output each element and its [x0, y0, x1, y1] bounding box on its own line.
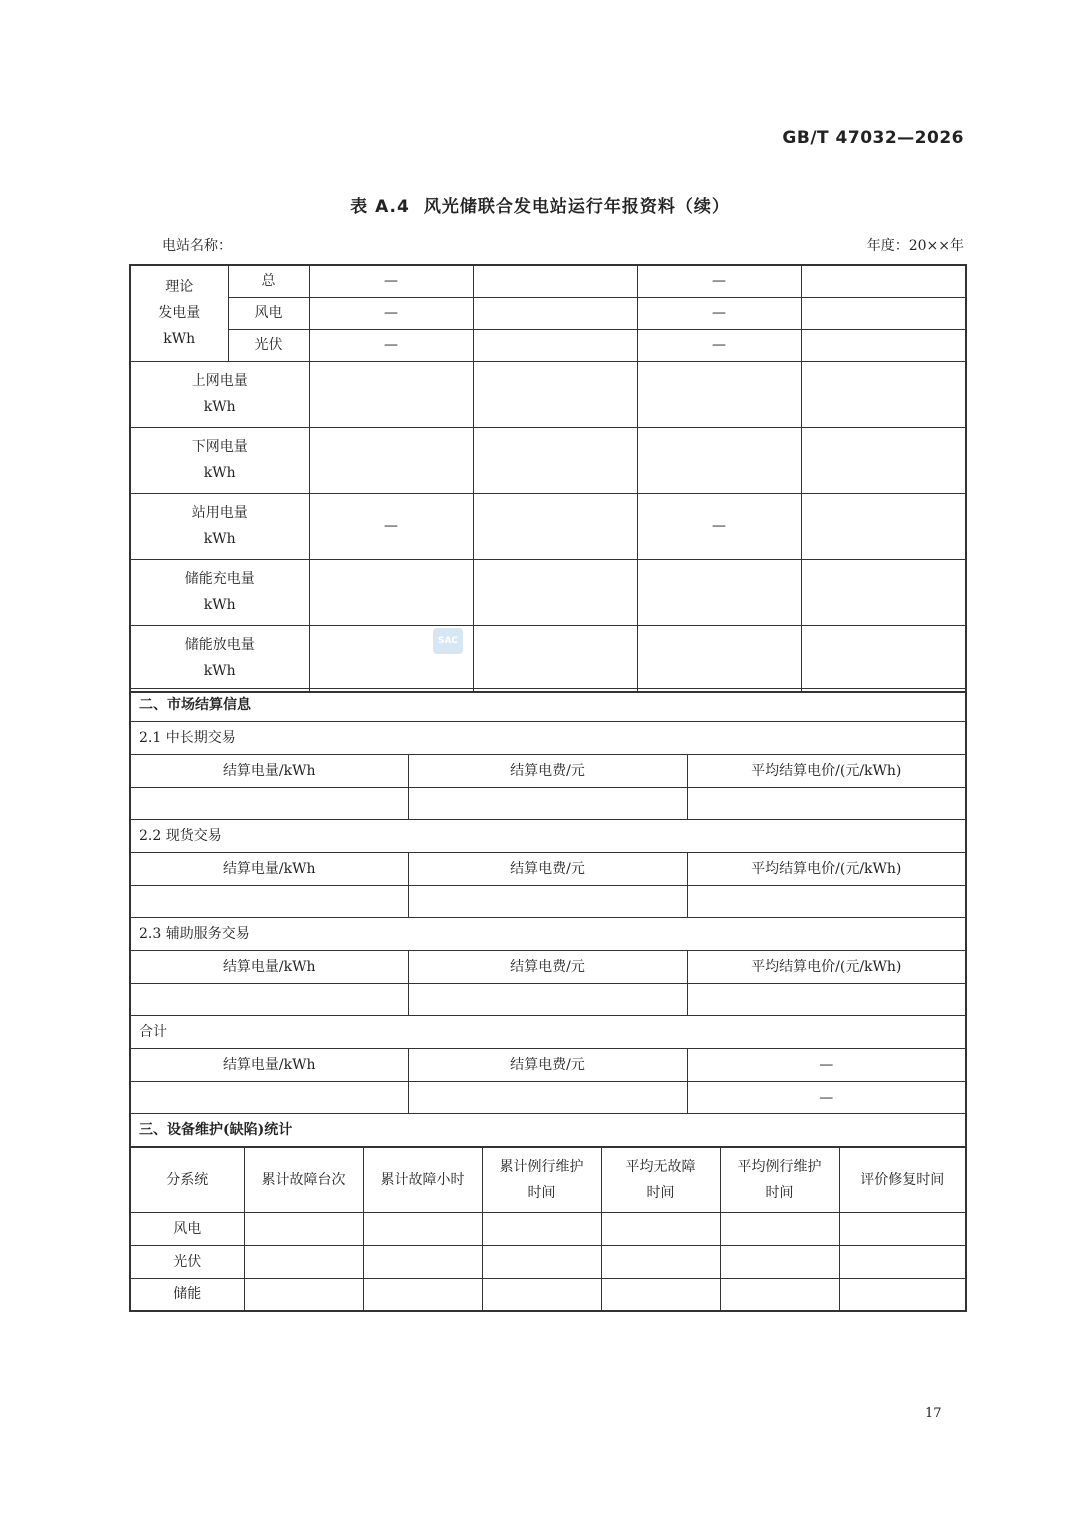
col-header: 结算电费/元 [408, 853, 687, 886]
gen-row-total [130, 265, 966, 297]
dash-cell: — [637, 329, 801, 361]
value-cell[interactable] [473, 297, 637, 329]
energy-row-storage-charge [130, 559, 966, 625]
energy-label-line1: 站用电量 [191, 505, 248, 521]
value-cell[interactable] [408, 788, 687, 820]
value-cell[interactable] [130, 788, 408, 820]
column-header-row [130, 755, 966, 788]
value-cell[interactable] [801, 297, 966, 329]
col-header [363, 1148, 482, 1213]
column-header-row [130, 1049, 966, 1082]
column-header-row [130, 951, 966, 984]
gen-row-label [130, 265, 228, 361]
value-cell[interactable] [309, 559, 473, 625]
maintenance-row-wind [130, 1213, 966, 1246]
subsection-title: 2.3 辅助服务交易 [130, 918, 966, 951]
energy-row-storage-discharge [130, 625, 966, 692]
value-cell[interactable] [408, 984, 687, 1016]
col-header-line: 平均无故障 [625, 1159, 696, 1175]
value-cell[interactable] [244, 1213, 363, 1246]
value-cell[interactable] [482, 1213, 601, 1246]
energy-row-label [130, 493, 309, 559]
col-header-line: 时间 [765, 1185, 794, 1201]
value-cell[interactable] [363, 1246, 482, 1279]
value-cell[interactable] [473, 427, 637, 493]
value-cell[interactable] [637, 559, 801, 625]
value-cell[interactable] [482, 1279, 601, 1311]
value-cell[interactable] [482, 1246, 601, 1279]
dash-cell: — [687, 1049, 966, 1082]
col-header: 结算电量/kWh [130, 755, 408, 788]
dash-cell: — [637, 265, 801, 297]
value-cell[interactable] [309, 361, 473, 427]
market-settlement-table [129, 688, 967, 1148]
dash-cell: — [309, 493, 473, 559]
col-header-line: 评价修复时间 [860, 1172, 945, 1188]
col-header [839, 1148, 966, 1213]
value-cell[interactable] [801, 361, 966, 427]
value-cell[interactable] [473, 493, 637, 559]
subsystem-label: 储能 [130, 1279, 244, 1311]
value-row [130, 1082, 966, 1114]
col-header [482, 1148, 601, 1213]
maintenance-header-row [130, 1148, 966, 1213]
subsection-row [130, 722, 966, 755]
page-number: 17 [925, 1406, 942, 1421]
value-cell[interactable] [473, 329, 637, 361]
table-title-text: 风光储联合发电站运行年报资料（续） [423, 197, 730, 217]
energy-label-line2: kWh [203, 465, 236, 481]
dash-cell: — [309, 265, 473, 297]
value-cell[interactable] [130, 1082, 408, 1114]
dash-cell: — [637, 493, 801, 559]
energy-row-grid-in [130, 427, 966, 493]
sac-watermark-logo: SAC [433, 628, 463, 654]
gen-label-line: kWh [163, 331, 196, 348]
col-header: 结算电量/kWh [130, 853, 408, 886]
value-cell[interactable] [637, 625, 801, 692]
value-cell[interactable] [801, 625, 966, 692]
value-cell[interactable] [687, 788, 966, 820]
energy-row-grid-out [130, 361, 966, 427]
gen-row-pv [130, 329, 966, 361]
value-cell[interactable] [408, 886, 687, 918]
section-heading-row [130, 1114, 966, 1147]
value-cell[interactable] [801, 427, 966, 493]
col-header: 结算电费/元 [408, 1049, 687, 1082]
gen-sub-label: 总 [228, 265, 309, 297]
value-cell[interactable] [363, 1279, 482, 1311]
energy-row-label [130, 625, 309, 692]
maintenance-row-pv [130, 1246, 966, 1279]
value-cell[interactable] [363, 1213, 482, 1246]
energy-label-line2: kWh [203, 531, 236, 547]
value-cell[interactable] [601, 1279, 720, 1311]
energy-row-label [130, 361, 309, 427]
value-cell[interactable] [473, 559, 637, 625]
energy-label-line1: 储能充电量 [184, 571, 255, 587]
energy-label-line1: 下网电量 [191, 439, 248, 455]
energy-label-line1: 储能放电量 [184, 637, 255, 653]
col-header: 平均结算电价/(元/kWh) [687, 951, 966, 984]
col-header-line: 分系统 [166, 1172, 209, 1188]
maintenance-heading: 三、设备维护(缺陷)统计 [130, 1114, 966, 1147]
subsection-row [130, 820, 966, 853]
col-header: 结算电量/kWh [130, 1049, 408, 1082]
col-header-line: 时间 [527, 1185, 556, 1201]
energy-label-line1: 上网电量 [191, 373, 248, 389]
value-cell[interactable] [687, 886, 966, 918]
standard-id: GB/T 47032—2026 [782, 128, 964, 148]
gen-label-line: 发电量 [158, 305, 201, 322]
value-row [130, 886, 966, 918]
value-cell[interactable] [130, 886, 408, 918]
value-cell[interactable] [839, 1246, 966, 1279]
value-cell[interactable] [839, 1213, 966, 1246]
energy-label-line2: kWh [203, 663, 236, 679]
energy-row-label [130, 427, 309, 493]
value-row [130, 788, 966, 820]
value-cell[interactable] [601, 1246, 720, 1279]
year-label: 年度：20××年 [866, 238, 964, 254]
subsection-row [130, 918, 966, 951]
col-header: 结算电量/kWh [130, 951, 408, 984]
subsystem-label: 风电 [130, 1213, 244, 1246]
value-cell[interactable] [637, 361, 801, 427]
energy-row-station-use [130, 493, 966, 559]
value-cell[interactable] [408, 1082, 687, 1114]
col-header-line: 累计故障台次 [261, 1172, 346, 1188]
col-header-line: 平均例行维护 [737, 1159, 822, 1175]
value-cell[interactable] [244, 1246, 363, 1279]
col-header-line: 累计故障小时 [380, 1172, 465, 1188]
col-header-line: 累计例行维护 [499, 1159, 584, 1175]
value-cell[interactable] [637, 427, 801, 493]
col-header: 平均结算电价/(元/kWh) [687, 755, 966, 788]
table-title [0, 192, 1080, 217]
value-cell[interactable] [473, 625, 637, 692]
value-cell[interactable] [687, 984, 966, 1016]
col-header: 平均结算电价/(元/kWh) [687, 853, 966, 886]
section-heading-row [130, 689, 966, 722]
dash-cell: — [637, 297, 801, 329]
energy-row-label [130, 559, 309, 625]
col-header [244, 1148, 363, 1213]
col-header [601, 1148, 720, 1213]
energy-label-line2: kWh [203, 399, 236, 415]
value-cell[interactable] [244, 1279, 363, 1311]
table-number: 表 A.4 [350, 197, 410, 217]
col-header-line: 时间 [646, 1185, 675, 1201]
energy-label-line2: kWh [203, 597, 236, 613]
value-cell[interactable] [839, 1279, 966, 1311]
col-header: 结算电费/元 [408, 951, 687, 984]
maintenance-table [129, 1147, 967, 1312]
dash-cell: — [687, 1082, 966, 1114]
total-title: 合计 [130, 1016, 966, 1049]
value-cell[interactable] [309, 427, 473, 493]
column-header-row [130, 853, 966, 886]
subsection-title: 2.2 现货交易 [130, 820, 966, 853]
station-name-label: 电站名称： [162, 238, 232, 254]
subsection-row [130, 1016, 966, 1049]
gen-sub-label: 光伏 [228, 329, 309, 361]
gen-label-line: 理论 [165, 279, 194, 296]
subsection-title: 2.1 中长期交易 [130, 722, 966, 755]
col-header [130, 1148, 244, 1213]
col-header: 结算电费/元 [408, 755, 687, 788]
gen-sub-label: 风电 [228, 297, 309, 329]
value-cell[interactable] [801, 329, 966, 361]
col-header [720, 1148, 839, 1213]
value-cell[interactable] [130, 984, 408, 1016]
value-cell[interactable] [473, 361, 637, 427]
value-cell[interactable] [801, 265, 966, 297]
value-cell[interactable] [473, 265, 637, 297]
value-row [130, 984, 966, 1016]
subsystem-label: 光伏 [130, 1246, 244, 1279]
dash-cell: — [309, 329, 473, 361]
gen-row-wind [130, 297, 966, 329]
value-cell[interactable] [801, 493, 966, 559]
maintenance-row-storage [130, 1279, 966, 1311]
value-cell[interactable] [720, 1213, 839, 1246]
value-cell[interactable] [720, 1279, 839, 1311]
value-cell[interactable] [720, 1246, 839, 1279]
annual-report-table [129, 264, 967, 693]
market-heading: 二、市场结算信息 [130, 689, 966, 722]
value-cell[interactable] [601, 1213, 720, 1246]
dash-cell: — [309, 297, 473, 329]
value-cell[interactable] [801, 559, 966, 625]
